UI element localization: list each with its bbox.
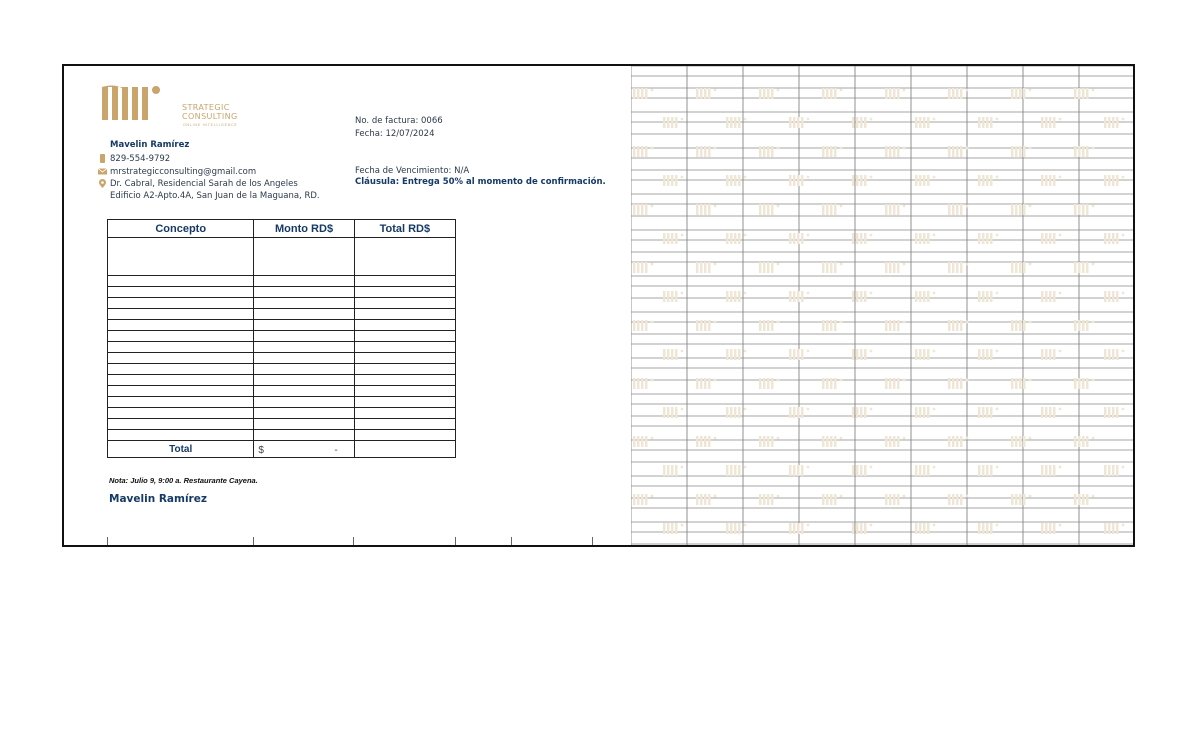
total-value-cell bbox=[254, 441, 354, 458]
table-cell[interactable] bbox=[354, 276, 455, 287]
watermark-logo bbox=[822, 88, 842, 99]
watermark-logo bbox=[633, 88, 653, 99]
watermark-logo bbox=[696, 436, 716, 447]
watermark-logo bbox=[1011, 146, 1031, 157]
table-row bbox=[108, 353, 456, 364]
table-cell[interactable] bbox=[254, 375, 354, 386]
watermark-logo bbox=[633, 436, 653, 447]
table-cell[interactable] bbox=[108, 287, 254, 298]
total-amount: - bbox=[334, 445, 338, 456]
table-cell[interactable] bbox=[354, 419, 455, 430]
watermark-logo bbox=[696, 204, 716, 215]
watermark-logo bbox=[789, 291, 809, 302]
table-cell[interactable] bbox=[254, 386, 354, 397]
table-cell[interactable] bbox=[108, 298, 254, 309]
watermark-logo bbox=[633, 204, 653, 215]
watermark-logo bbox=[663, 465, 683, 476]
table-row bbox=[108, 309, 456, 320]
watermark-logo bbox=[1074, 494, 1094, 505]
table-cell[interactable] bbox=[254, 238, 354, 276]
column-tick bbox=[455, 537, 456, 547]
table-cell[interactable] bbox=[254, 364, 354, 375]
table-row bbox=[108, 276, 456, 287]
column-tick bbox=[511, 537, 512, 547]
watermark-logo bbox=[822, 146, 842, 157]
watermark-logo bbox=[915, 291, 935, 302]
invoice-clause: Cláusula: Entrega 50% al momento de confirmación. bbox=[355, 177, 606, 187]
watermark-logo bbox=[1011, 494, 1031, 505]
table-cell[interactable] bbox=[354, 386, 455, 397]
watermark-logo bbox=[885, 88, 905, 99]
sender-email: mrstrategicconsulting@gmail.com bbox=[110, 167, 257, 177]
watermark-logo bbox=[885, 146, 905, 157]
watermark-logo bbox=[948, 494, 968, 505]
table-cell[interactable] bbox=[354, 397, 455, 408]
invoice-table bbox=[107, 219, 456, 458]
watermark-logo bbox=[1074, 262, 1094, 273]
sender-address-line1: Dr. Cabral, Residencial Sarah de los Angeles bbox=[110, 179, 298, 189]
watermark-logo bbox=[948, 146, 968, 157]
table-cell[interactable] bbox=[354, 320, 455, 331]
watermark-logo bbox=[663, 117, 683, 128]
watermark-logo bbox=[948, 88, 968, 99]
total-label: Total bbox=[108, 441, 254, 458]
table-cell[interactable] bbox=[254, 419, 354, 430]
logo-line-1: STRATEGIC bbox=[182, 103, 230, 112]
watermark-logo bbox=[1011, 436, 1031, 447]
watermark-logo bbox=[978, 291, 998, 302]
table-row bbox=[108, 408, 456, 419]
watermark-logo bbox=[1104, 291, 1124, 302]
watermark-logo bbox=[822, 204, 842, 215]
table-row bbox=[108, 342, 456, 353]
watermark-logo bbox=[885, 436, 905, 447]
watermark-logo bbox=[915, 465, 935, 476]
table-cell[interactable] bbox=[108, 331, 254, 342]
watermark-logo bbox=[696, 262, 716, 273]
table-cell[interactable] bbox=[254, 320, 354, 331]
watermark-logo bbox=[822, 436, 842, 447]
watermark-logo bbox=[633, 262, 653, 273]
watermark-logo bbox=[633, 494, 653, 505]
watermark-logo bbox=[759, 262, 779, 273]
watermark-logo bbox=[759, 204, 779, 215]
table-cell[interactable] bbox=[108, 320, 254, 331]
invoice-date: Fecha: 12/07/2024 bbox=[355, 129, 435, 139]
watermark-logo bbox=[978, 465, 998, 476]
table-row bbox=[108, 238, 456, 276]
column-tick bbox=[592, 537, 593, 547]
watermark-logo bbox=[822, 494, 842, 505]
table-cell[interactable] bbox=[254, 397, 354, 408]
table-cell[interactable] bbox=[354, 309, 455, 320]
header-concepto: Concepto bbox=[108, 220, 254, 238]
watermark-logo bbox=[1074, 88, 1094, 99]
table-cell[interactable] bbox=[354, 408, 455, 419]
watermark-logo bbox=[822, 262, 842, 273]
table-cell[interactable] bbox=[108, 430, 254, 441]
table-cell[interactable] bbox=[108, 276, 254, 287]
watermark-logo bbox=[1041, 465, 1061, 476]
watermark-logo bbox=[759, 146, 779, 157]
invoice-sheet bbox=[62, 64, 1135, 547]
table-cell[interactable] bbox=[108, 353, 254, 364]
watermark-logo bbox=[948, 262, 968, 273]
table-cell[interactable] bbox=[354, 298, 455, 309]
watermark-logo bbox=[978, 117, 998, 128]
table-cell[interactable] bbox=[354, 342, 455, 353]
watermark-logo bbox=[885, 204, 905, 215]
table-cell[interactable] bbox=[354, 364, 455, 375]
watermark-logo bbox=[948, 204, 968, 215]
watermark-logo bbox=[915, 175, 935, 186]
table-row bbox=[108, 331, 456, 342]
table-row bbox=[108, 320, 456, 331]
header-total: Total RD$ bbox=[354, 220, 455, 238]
watermark-logo bbox=[885, 262, 905, 273]
watermark-logo bbox=[789, 233, 809, 244]
watermark-logo bbox=[789, 175, 809, 186]
watermark-grid bbox=[631, 66, 1135, 547]
watermark-logo bbox=[1104, 117, 1124, 128]
table-cell[interactable] bbox=[254, 342, 354, 353]
table-cell[interactable] bbox=[108, 408, 254, 419]
watermark-logo bbox=[759, 88, 779, 99]
column-tick bbox=[107, 537, 108, 547]
watermark-logo bbox=[663, 175, 683, 186]
watermark-logo bbox=[696, 494, 716, 505]
signer-name: Mavelin Ramírez bbox=[109, 493, 207, 503]
watermark-logo bbox=[1041, 117, 1061, 128]
watermark-logo bbox=[948, 436, 968, 447]
table-cell[interactable] bbox=[354, 331, 455, 342]
watermark-logo bbox=[1041, 291, 1061, 302]
logo-line-2: CONSULTING bbox=[182, 112, 238, 121]
watermark-logo bbox=[1041, 233, 1061, 244]
table-cell[interactable] bbox=[254, 430, 354, 441]
table-cell[interactable] bbox=[108, 364, 254, 375]
watermark-logo bbox=[663, 233, 683, 244]
watermark-logo bbox=[696, 88, 716, 99]
table-row bbox=[108, 298, 456, 309]
watermark-logo bbox=[1011, 262, 1031, 273]
column-tick bbox=[353, 537, 354, 547]
watermark-logo bbox=[885, 494, 905, 505]
table-header-row bbox=[108, 220, 456, 238]
table-cell[interactable] bbox=[354, 375, 455, 386]
watermark-logo bbox=[1074, 436, 1094, 447]
watermark-logo bbox=[759, 494, 779, 505]
sender-address-line2: Edificio A2-Apto.4A, San Juan de la Maguana, RD. bbox=[110, 191, 320, 201]
watermark-logo bbox=[915, 233, 935, 244]
column-tick bbox=[253, 537, 254, 547]
phone-icon bbox=[98, 154, 107, 163]
invoice-number: No. de factura: 0066 bbox=[355, 116, 443, 126]
header-monto: Monto RD$ bbox=[254, 220, 354, 238]
watermark-logo bbox=[978, 233, 998, 244]
watermark-logo bbox=[696, 146, 716, 157]
table-cell[interactable] bbox=[108, 419, 254, 430]
invoice-note: Nota: Julio 9, 9:00 a. Restaurante Cayena. bbox=[109, 476, 258, 485]
watermark-logo bbox=[1104, 233, 1124, 244]
table-row bbox=[108, 364, 456, 375]
table-cell[interactable] bbox=[254, 298, 354, 309]
table-cell[interactable] bbox=[354, 430, 455, 441]
envelope-icon bbox=[98, 167, 107, 176]
watermark-logo bbox=[1074, 204, 1094, 215]
invoice-due-date: Fecha de Vencimiento: N/A bbox=[355, 166, 470, 176]
table-row bbox=[108, 430, 456, 441]
watermark-logo bbox=[759, 436, 779, 447]
logo-tagline: ONLINE INTELLIGENCE bbox=[183, 123, 238, 127]
logo-wordmark bbox=[182, 103, 238, 121]
table-cell[interactable] bbox=[108, 342, 254, 353]
sender-phone: 829-554-9792 bbox=[110, 154, 171, 164]
watermark-logo bbox=[1104, 465, 1124, 476]
watermark-logo bbox=[978, 175, 998, 186]
watermark-logo bbox=[1041, 175, 1061, 186]
table-cell[interactable] bbox=[108, 386, 254, 397]
location-pin-icon bbox=[98, 179, 107, 188]
table-cell[interactable] bbox=[108, 375, 254, 386]
table-cell[interactable] bbox=[108, 238, 254, 276]
watermark-logo bbox=[1104, 175, 1124, 186]
table-row bbox=[108, 386, 456, 397]
table-cell[interactable] bbox=[354, 287, 455, 298]
table-cell[interactable] bbox=[108, 397, 254, 408]
table-row bbox=[108, 397, 456, 408]
watermark-logo bbox=[789, 117, 809, 128]
table-cell[interactable] bbox=[254, 276, 354, 287]
watermark-logo bbox=[633, 146, 653, 157]
total-currency: $ bbox=[258, 445, 264, 456]
watermark-logo bbox=[1074, 146, 1094, 157]
table-row bbox=[108, 287, 456, 298]
table-row bbox=[108, 375, 456, 386]
table-cell[interactable] bbox=[254, 331, 354, 342]
watermark-logo bbox=[915, 117, 935, 128]
table-cell[interactable] bbox=[354, 238, 455, 276]
table-cell[interactable] bbox=[108, 309, 254, 320]
table-total-row bbox=[108, 441, 456, 458]
table-cell[interactable] bbox=[254, 287, 354, 298]
table-cell[interactable] bbox=[354, 353, 455, 364]
table-row bbox=[108, 419, 456, 430]
watermark-logo bbox=[789, 465, 809, 476]
table-cell[interactable] bbox=[254, 408, 354, 419]
table-cell[interactable] bbox=[354, 441, 455, 458]
watermark-logo bbox=[1011, 204, 1031, 215]
watermark-logo bbox=[1011, 88, 1031, 99]
sender-name: Mavelin Ramírez bbox=[110, 140, 190, 150]
watermark-logo bbox=[663, 291, 683, 302]
table-cell[interactable] bbox=[254, 309, 354, 320]
table-cell[interactable] bbox=[254, 353, 354, 364]
